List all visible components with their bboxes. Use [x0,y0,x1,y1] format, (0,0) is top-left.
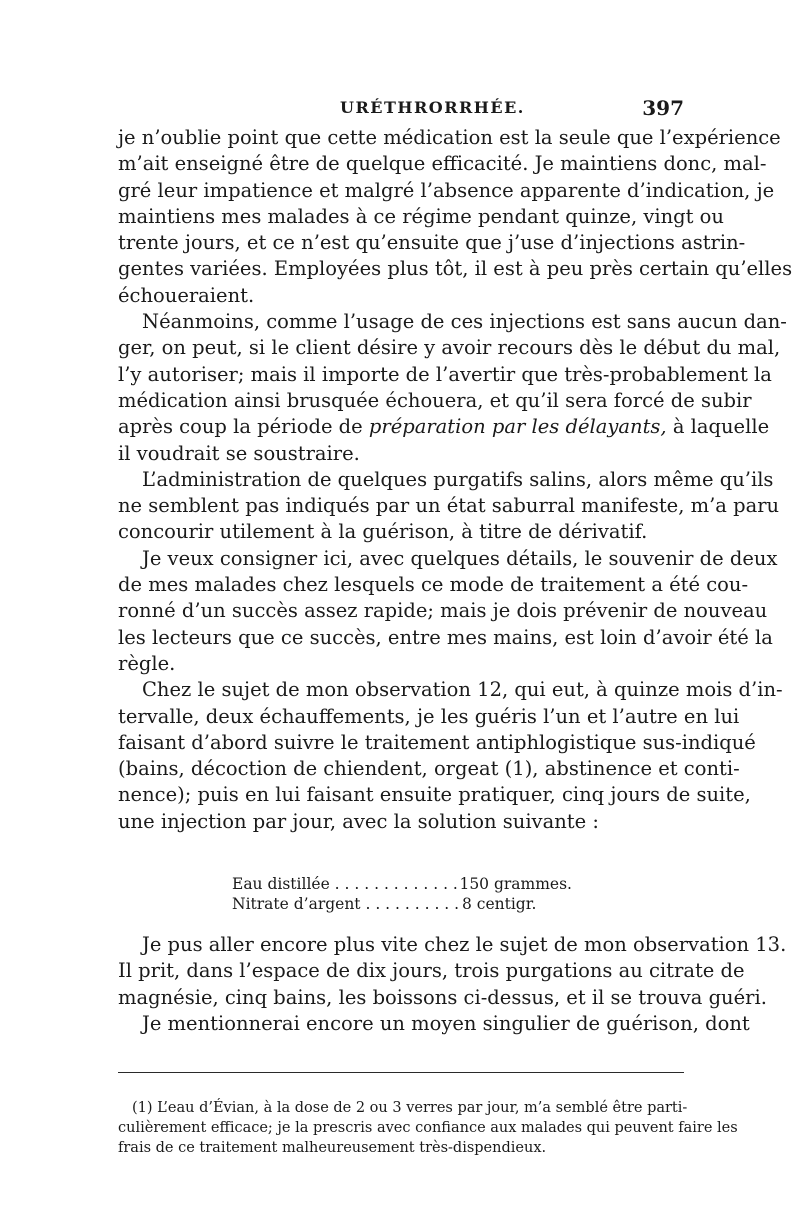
text-line: échoueraient. [118,283,255,307]
text-line: l’y autoriser; mais il importe de l’avertir que très-probablement la [118,362,772,386]
text-line: les lecteurs que ce succès, entre mes mains, est loin d’avoir été la [118,625,773,649]
ingredient-name: Eau distillée . . . [232,874,459,894]
text-line: Je mentionnerai encore un moyen singulier de guérison, dont [142,1011,750,1035]
footnote-line: frais de ce traitement malheureusement très-dispendieux. [118,1140,547,1156]
text-line: règle. [118,651,176,675]
text-line: faisant d’abord suivre le traitement antiphlogistique sus-indiqué [118,730,756,754]
text-line: gré leur impatience et malgré l’absence apparente d’indication, je [118,178,775,202]
text-line: nence); puis en lui faisant ensuite pratiquer, cinq jours de suite, [118,783,751,807]
text-line: je n’oublie point que cette médication est la seule que l’expérience [118,126,781,149]
prescription-row [232,894,572,914]
text-line: ne semblent pas indiqués par un état saburral manifeste, m’a paru [118,494,780,518]
main-text-continued [118,932,787,1037]
ingredient-amount: 150 grammes. [459,875,572,893]
text-line: Je pus aller encore plus vite chez le sujet de mon observation 13. [142,933,787,956]
prescription-row [232,874,572,894]
text-line: Chez le sujet de mon observation 12, qui eut, à quinze mois d’in- [142,678,783,702]
text-line: (bains, décoction de chiendent, orgeat (1), abstinence et conti- [118,757,740,781]
text-line: Il prit, dans l’espace de dix jours, trois purgations au citrate de [118,959,745,983]
text-line: une injection par jour, avec la solution suivante : [118,809,599,833]
text-line-mixed [118,414,770,440]
text-line: tervalle, deux échauffements, je les guéris l’un et l’autre en lui [118,704,740,728]
text-line: L’administration de quelques purgatifs salins, alors même qu’ils [142,467,774,491]
prescription-table [232,874,572,914]
ingredient-amount: 8 centigr. [462,895,537,913]
text-run: à laquelle [666,415,770,439]
footnote-divider [118,1072,684,1073]
text-line: concourir utilement à la guérison, à titre de dérivatif. [118,520,648,544]
footnote-line: (1) L’eau d’Évian, à la dose de 2 ou 3 verres par jour, m’a semblé être parti- [132,1100,688,1116]
page-header [118,96,684,122]
text-line: Je veux consigner ici, avec quelques détails, le souvenir de deux [142,546,778,570]
text-line: maintiens mes malades à ce régime pendant quinze, vingt ou [118,204,724,228]
page-number: 397 [642,96,684,120]
text-line: ronné d’un succès assez rapide; mais je dois prévenir de nouveau [118,599,768,623]
footnote-line: culièrement efficace; je la prescris avec confiance aux malades qui peuvent faire les [118,1120,738,1136]
italic-phrase: préparation par les délayants, [368,415,667,439]
text-run: après coup la période de [118,415,369,439]
text-line: trente jours, et ce n’est qu’ensuite que j’use d’injections astrin- [118,231,746,255]
running-title: URÉTHRORRHÉE. [340,98,525,117]
text-line: ger, on peut, si le client désire y avoir recours dès le début du mal, [118,336,781,360]
ingredient-name: Nitrate d’argent . . . [232,894,462,914]
text-line: Néanmoins, comme l’usage de ces injections est sans aucun dan- [142,310,787,334]
footnote [118,1098,738,1158]
text-line: gentes variées. Employées plus tôt, il est à peu près certain qu’elles [118,257,793,281]
text-line: il voudrait se soustraire. [118,441,360,465]
text-line: m’ait enseigné être de quelque efficacité. Je maintiens donc, mal- [118,152,767,176]
main-text [118,125,793,835]
text-line: magnésie, cinq bains, les boissons ci-dessus, et il se trouva guéri. [118,985,767,1009]
text-line: médication ainsi brusquée échouera, et qu’il sera forcé de subir [118,388,752,412]
text-line: de mes malades chez lesquels ce mode de traitement a été cou- [118,573,749,597]
